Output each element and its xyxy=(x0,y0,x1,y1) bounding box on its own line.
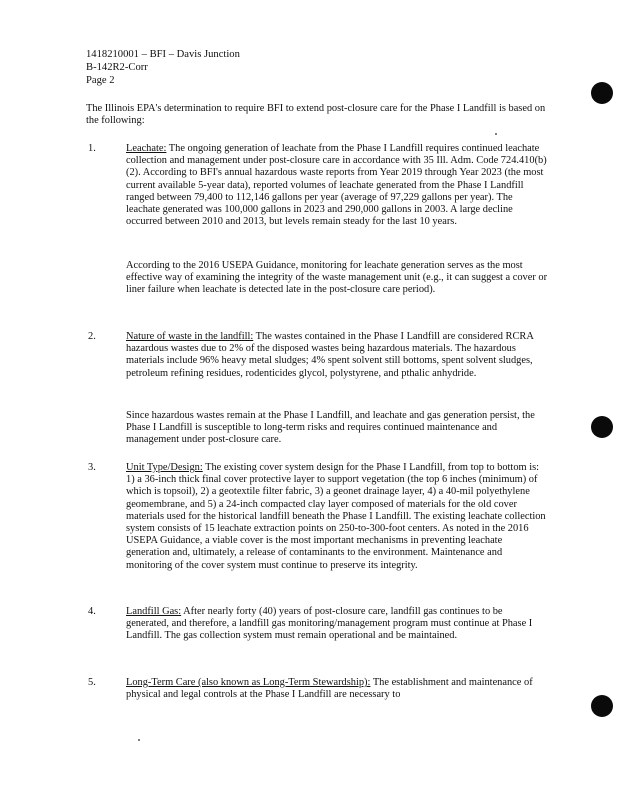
scan-speck xyxy=(138,739,140,741)
item-body xyxy=(126,462,548,572)
item-number: 3. xyxy=(88,462,96,473)
item-body xyxy=(126,143,548,228)
item-title: Leachate: xyxy=(126,143,167,154)
header-id-line: 1418210001 – BFI – Davis Junction xyxy=(86,49,240,60)
item-title: Nature of waste in the landfill: xyxy=(126,331,254,342)
item-number: 5. xyxy=(88,677,96,688)
header-page-line: Page 2 xyxy=(86,75,115,86)
hole-punch xyxy=(591,695,613,717)
intro-paragraph: The Illinois EPA's determination to require BFI to extend post-closure care for the Phase I Landfill is based on the following: xyxy=(86,103,546,127)
hole-punch xyxy=(591,82,613,104)
document-header xyxy=(86,48,240,87)
item-title: Landfill Gas: xyxy=(126,606,182,617)
item-number: 2. xyxy=(88,331,96,342)
hole-punch xyxy=(591,416,613,438)
item-body xyxy=(126,677,548,701)
item-text: The ongoing generation of leachate from the Phase I Landfill requires continued leachate collection and management under post-closure care in accordance with 35 Ill. Adm. Code 724.410(b)(2). According to BFI's annual hazardous waste reports from Year 2019 through Year 2023 (the most current available 5-year data), reported volumes of leachate generated from the Phase I Landfill ranged between 79,400 to 112,146 gallons per year (average of 97,229 gallons per year). The leachate generated was 100,000 gallons in 2023 and 290,000 gallons in 2003. A large decline occurred between 2010 and 2013, but levels remain steady for the last 10 years. xyxy=(126,143,547,228)
item-number: 4. xyxy=(88,606,96,617)
item-followup: Since hazardous wastes remain at the Phase I Landfill, and leachate and gas generation persist, the Phase I Landfill is susceptible to long-term risks and requires continued maintenance and management under post-closure care. xyxy=(126,410,535,446)
item-body xyxy=(126,606,548,643)
item-text: The establishment and maintenance of physical and legal controls at the Phase I Landfill are necessary to xyxy=(126,677,533,701)
item-followup: According to the 2016 USEPA Guidance, monitoring for leachate generation serves as the most effective way of examining the integrity of the waste management unit (e.g., it can suggest a cover or liner failure when leachate is detected late in the post-closure care period). xyxy=(126,260,548,296)
item-title: Long-Term Care (also known as Long-Term Stewardship): xyxy=(126,677,371,688)
item-text: The wastes contained in the Phase I Landfill are considered RCRA hazardous wastes due to 2% of the disposed wastes being hazardous materials. The hazardous materials include 96% heavy metal sludges; 4% spent solvent still bottoms, spent solvent sludges, petroleum refining residues, rodenticides glycol, polystyrene, and pthalic anhydride. xyxy=(126,331,534,379)
item-text: After nearly forty (40) years of post-closure care, landfill gas continues to be generated, and therefore, a landfill gas monitoring/management program must continue at Phase I Landfill. The gas collection system must remain operational and be maintained. xyxy=(126,606,533,642)
item-text: The existing cover system design for the Phase I Landfill, from top to bottom is: 1) a 36-inch thick final cover protective layer to support vegetation (the top 6 inches (minimum) of which is topsoil), 2) a geotextile filter fabric, 3) a geonet drainage layer, 4) a 40-mil polyethylene geomembrane, and 5) a 24-inch compacted clay layer composed of materials for the old cover materials used for the historical landfill beneath the Phase I Landfill. The existing leachate collection system consists of 15 leachate extraction points on 250-to-300-foot centers. As noted in the 2016 USEPA Guidance, a viable cover is the most important mechanisms in preventing leachate generation and, ultimately, a release of contaminants to the environment. Maintenance and monitoring of the cover system must continue to preserve its integrity. xyxy=(126,462,546,571)
item-title: Unit Type/Design: xyxy=(126,462,203,473)
scan-speck xyxy=(495,133,497,135)
header-ref-line: B-142R2-Corr xyxy=(86,62,148,73)
item-number: 1. xyxy=(88,143,96,154)
item-body xyxy=(126,331,548,380)
